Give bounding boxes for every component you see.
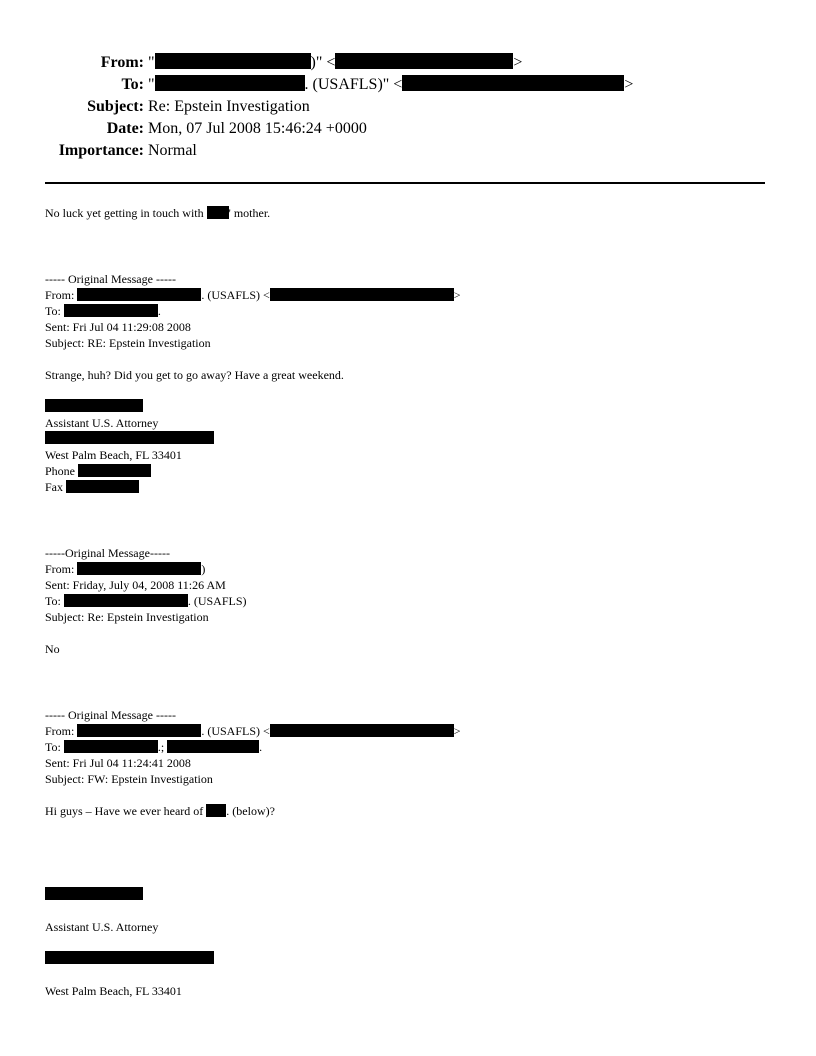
redaction-box	[155, 75, 305, 91]
msg1-sent: Sent: Fri Jul 04 11:29:08 2008	[45, 320, 191, 334]
msg1-sig-city: West Palm Beach, FL 33401	[45, 448, 182, 462]
header-from-row	[0, 52, 816, 74]
from-label: From:	[100, 54, 144, 71]
msg1-sig-address	[45, 431, 214, 444]
redaction-box	[402, 75, 624, 91]
subject-value: Re: Epstein Investigation	[148, 98, 310, 115]
header-subject-row	[0, 96, 816, 118]
msg1-body: Strange, huh? Did you get to go away? Have a great weekend.	[45, 368, 344, 382]
msg1-subject: Subject: RE: Epstein Investigation	[45, 336, 211, 350]
msg3-subject: Subject: FW: Epstein Investigation	[45, 772, 213, 786]
date-value: Mon, 07 Jul 2008 15:46:24 +0000	[148, 120, 367, 137]
redaction-box	[77, 562, 201, 575]
redaction-box	[207, 206, 229, 219]
msg1-from: From: . (USAFLS) < >	[45, 288, 461, 302]
header-divider	[45, 182, 765, 184]
header-date-row	[0, 118, 816, 140]
msg3-to: To: .; .	[45, 740, 263, 754]
redaction-box	[45, 887, 143, 900]
msg3-body: Hi guys – Have we ever heard of . (below)?	[45, 804, 275, 818]
redaction-box	[45, 399, 143, 412]
redaction-box	[66, 480, 139, 493]
msg2-divider: -----Original Message-----	[45, 546, 170, 560]
redaction-box	[45, 431, 214, 444]
msg3-sent: Sent: Fri Jul 04 11:24:41 2008	[45, 756, 191, 770]
msg2-from: From: )	[45, 562, 206, 576]
redaction-box	[77, 724, 201, 737]
redaction-box	[270, 724, 454, 737]
msg3-sig-title: Assistant U.S. Attorney	[45, 920, 159, 934]
redaction-box	[45, 951, 214, 964]
redaction-box	[155, 53, 311, 69]
redaction-box	[64, 304, 158, 317]
to-value: " . (USAFLS)" < >	[148, 76, 634, 93]
subject-label: Subject:	[87, 98, 144, 115]
reply-body: No luck yet getting in touch with ' mother.	[45, 206, 271, 220]
redaction-box	[270, 288, 454, 301]
msg2-sent: Sent: Friday, July 04, 2008 11:26 AM	[45, 578, 226, 592]
msg1-sig-name	[45, 399, 143, 412]
msg2-to: To: . (USAFLS)	[45, 594, 247, 608]
msg1-sig-title: Assistant U.S. Attorney	[45, 416, 159, 430]
redaction-box	[78, 464, 151, 477]
redaction-box	[77, 288, 201, 301]
msg2-body: No	[45, 642, 60, 656]
redaction-box	[64, 740, 158, 753]
from-value: " )" < >	[148, 54, 523, 71]
msg1-sig-fax: Fax	[45, 479, 139, 495]
msg3-sig-address	[45, 951, 214, 964]
redaction-box	[335, 53, 513, 69]
to-label: To:	[121, 76, 144, 93]
redaction-box	[64, 594, 188, 607]
msg1-to: To: .	[45, 304, 161, 318]
msg1-divider: ----- Original Message -----	[45, 272, 176, 286]
importance-label: Importance:	[58, 142, 144, 159]
header-to-row	[0, 74, 816, 96]
importance-value: Normal	[148, 142, 197, 159]
msg3-sig-city: West Palm Beach, FL 33401	[45, 984, 182, 998]
date-label: Date:	[106, 120, 144, 137]
msg3-sig-name	[45, 887, 143, 900]
redaction-box	[167, 740, 259, 753]
msg2-subject: Subject: Re: Epstein Investigation	[45, 610, 209, 624]
header-importance-row	[0, 140, 816, 162]
msg3-divider: ----- Original Message -----	[45, 708, 176, 722]
redaction-box	[206, 804, 226, 817]
msg3-from: From: . (USAFLS) < >	[45, 724, 461, 738]
msg1-sig-phone: Phone	[45, 463, 151, 479]
